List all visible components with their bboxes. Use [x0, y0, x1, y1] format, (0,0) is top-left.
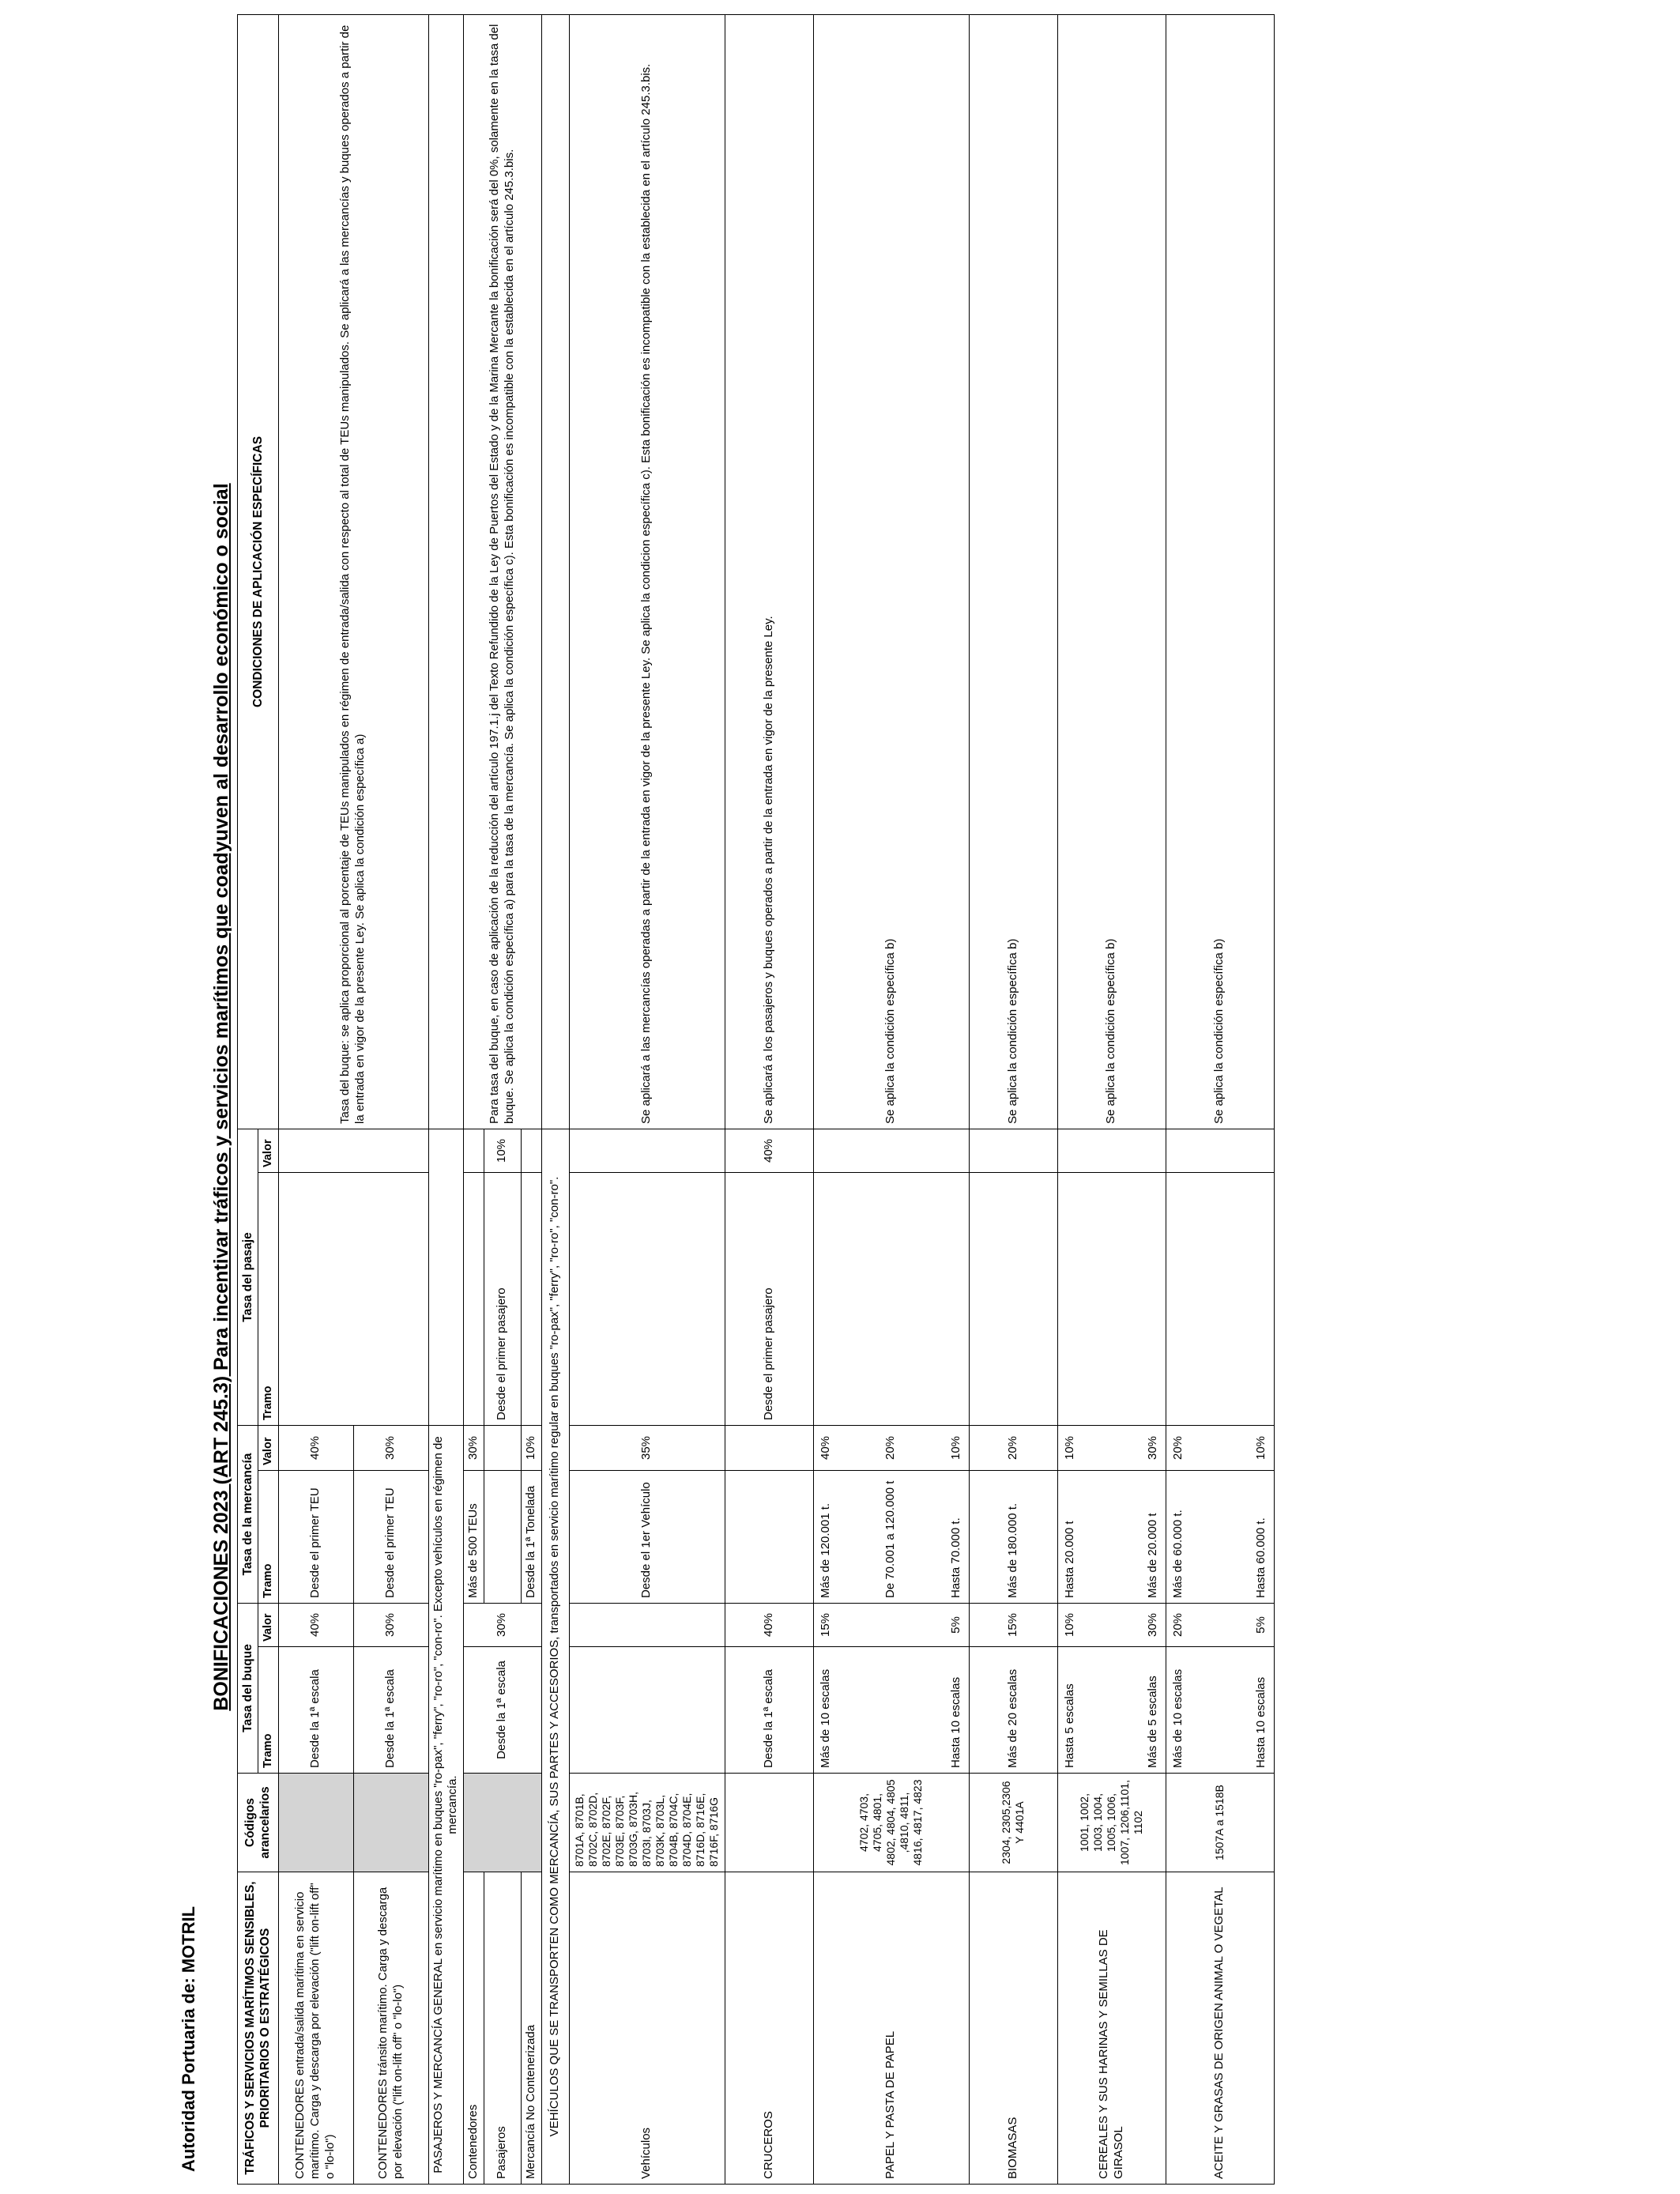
pass-tramo-cell — [278, 1173, 428, 1426]
header-ship-valor: Valor — [258, 1604, 278, 1647]
conditions-cell: Se aplica la condición específica b) — [1166, 14, 1274, 1129]
ship-valor-2: 5% — [1253, 1616, 1268, 1634]
traffic-cell: CONTENEDORES entrada/salida marítima en servicio marítimo. Carga y descarga por elevación ("lift on-lift off" o "lo-lo") — [278, 1872, 353, 2185]
section-vehicles-conditions — [541, 14, 569, 1129]
pass-valor-cell — [521, 1129, 541, 1172]
ship-valor-cell: 30% — [353, 1604, 428, 1647]
goods-valor-cell — [725, 1426, 813, 1471]
header-pass-valor: Valor — [258, 1129, 278, 1172]
traffic-cell: Mercancía No Contenerizada — [521, 1872, 541, 2185]
goods-valor-cell: 30% — [464, 1426, 484, 1471]
header-goods-tramo: Tramo — [258, 1471, 278, 1604]
traffic-cell: PAPEL Y PASTA DE PAPEL — [813, 1872, 969, 2185]
header-ship-rate: Tasa del buque — [238, 1604, 258, 1774]
goods-valor-cell: 35% — [569, 1426, 725, 1471]
codes-cell: 8701A, 8701B, 8702C, 8702D, 8702E, 8702F, 8703E, 8703F, 8703G, 8703H, 8703I, 8703J, 8703K, 8703L, 8704B, 8704C, 8704D, 8704E, 8716D, 8716E, 8716F, 8716G — [569, 1774, 725, 1872]
pass-tramo-cell: Desde el primer pasajero — [725, 1173, 813, 1426]
ship-valor-cell: 40% — [725, 1604, 813, 1647]
traffic-cell: Vehículos — [569, 1872, 725, 2185]
codes-cell: 4702, 4703, 4705, 4801, 4802, 4804, 4805 ,4810, 4811, 4816, 4817, 4823 — [813, 1774, 969, 1872]
section-row — [541, 14, 569, 2184]
ship-valor-1: 20% — [1170, 1612, 1185, 1638]
table-row — [1057, 14, 1166, 2184]
codes-cell: 2304, 2305,2306 Y 4401A — [969, 1774, 1057, 1872]
section-ropax-pass — [428, 1129, 464, 1425]
goods-tramo-cell: Más de 500 TEUs — [464, 1471, 484, 1604]
goods-valor-2: 20% — [883, 1435, 898, 1461]
codes-cell: 1001, 1002, 1003, 1004, 1005, 1006, 1007, 1206,1101, 1102 — [1057, 1774, 1166, 1872]
conditions-cell: Se aplica la condición específica b) — [1057, 14, 1166, 1129]
header-row-1 — [238, 14, 258, 2184]
ship-valor-cell — [569, 1604, 725, 1647]
bonus-table — [237, 14, 1275, 2185]
header-pass-tramo: Tramo — [258, 1173, 278, 1426]
ship-tramo-cell: Desde la 1ª escala — [725, 1647, 813, 1774]
codes-cell — [725, 1774, 813, 1872]
conditions-cell: Para tasa del buque, en caso de aplicación de la reducción del artículo 197.1.j del Texto Refundido de la Ley de Puertos del Estado y de la Marina Mercante la bonificación será del 0%, solamente en la tasa del buque. Se aplica la condición específica a) para la tasa de la mercancía. Se aplica la condición específica c). Esta bonificación es incompatible con la establecida en el artículo 245.3.bis. — [464, 14, 542, 1129]
ship-tramo-2: Hasta 10 escalas — [1253, 1676, 1268, 1768]
section-ropax-label: PASAJEROS Y MERCANCÍA GENERAL en servicio marítimo en buques "ro-pax", "ferry", "ro-ro", "con-ro". Excepto vehículos en régimen de mercancía. — [428, 1426, 464, 2185]
goods-tramo-2: Más de 20.000 t — [1145, 1513, 1159, 1598]
ship-tramo-cell: Desde la 1ª escala — [353, 1647, 428, 1774]
table-row — [969, 14, 1057, 2184]
ship-valor-2: 5% — [948, 1616, 962, 1634]
table-row — [813, 14, 969, 2184]
goods-tramo-cell: Más de 180.000 t. — [969, 1471, 1057, 1604]
ship-tramo-2: Más de 5 escalas — [1145, 1676, 1159, 1768]
goods-tramo-1: Más de 120.001 t. — [818, 1502, 832, 1598]
pass-tramo-cell — [813, 1173, 969, 1426]
conditions-cell: Tasa del buque: se aplica proporcional al porcentaje de TEUs manipulados en régimen de entrada/salida con respecto al total de TEUs manipulados. Se aplicará a las mercancías y buques operados a partir de la entrada en vigor de la presente Ley. Se aplica la condición específica a) — [278, 14, 428, 1129]
ship-valor-1: 10% — [1062, 1612, 1076, 1638]
ship-tramo-1: Más de 10 escalas — [1170, 1668, 1185, 1768]
pass-tramo-cell: Desde el primer pasajero — [484, 1173, 521, 1426]
goods-tramo-1: Más de 60.000 t. — [1170, 1510, 1185, 1598]
page-title: BONIFICACIONES 2023 (ART 245.3) Para incentivar tráficos y servicios marítimos que coadyuven al desarrollo económico o social — [210, 483, 232, 1711]
ship-tramo-cell: Más de 20 escalas — [969, 1647, 1057, 1774]
goods-valor-1: 20% — [1170, 1435, 1185, 1461]
goods-tramo-cell — [484, 1471, 521, 1604]
header-traffic: TRÁFICOS Y SERVICIOS MARÍTIMOS SENSIBLES, PRIORITARIOS O ESTRATÉGICOS — [238, 1872, 279, 2185]
ship-tramo-cell: Desde la 1ª escala — [278, 1647, 353, 1774]
goods-valor-1: 10% — [1062, 1435, 1076, 1461]
pass-valor-cell — [813, 1129, 969, 1172]
conditions-cell: Se aplica la condición específica b) — [969, 14, 1057, 1129]
ship-tramo-1: Hasta 5 escalas — [1062, 1683, 1076, 1768]
goods-tramo-cell: Desde el primer TEU — [278, 1471, 353, 1604]
goods-tramo-2: Hasta 60.000 t. — [1253, 1517, 1268, 1598]
section-row — [428, 14, 464, 2184]
table-row — [569, 14, 725, 2184]
pass-valor-cell — [569, 1129, 725, 1172]
traffic-cell: Contenedores — [464, 1872, 484, 2185]
traffic-cell: CONTENEDORES tránsito marítimo. Carga y descarga por elevación ("lift on-lift off" o "lo-lo") — [353, 1872, 428, 2185]
codes-cell — [353, 1774, 428, 1872]
ship-valor-cell: 15% — [969, 1604, 1057, 1647]
pass-valor-cell — [969, 1129, 1057, 1172]
pass-tramo-cell — [521, 1173, 541, 1426]
ship-tramo-2: Hasta 10 escalas — [948, 1676, 962, 1768]
goods-tramo-cell: Desde la 1ª Tonelada — [521, 1471, 541, 1604]
goods-valor-3: 10% — [948, 1435, 962, 1461]
header-goods-rate: Tasa de la mercancía — [238, 1426, 258, 1604]
traffic-cell: Pasajeros — [484, 1872, 521, 2185]
goods-tramo-2: De 70.001 a 120.000 t — [883, 1480, 898, 1598]
traffic-cell: CRUCEROS — [725, 1872, 813, 2185]
pass-valor-cell — [1057, 1129, 1166, 1172]
pass-valor-cell: 40% — [725, 1129, 813, 1172]
goods-tramo-cell: Desde el 1er Vehículo — [569, 1471, 725, 1604]
goods-valor-cell: 30% — [353, 1426, 428, 1471]
header-conditions: CONDICIONES DE APLICACIÓN ESPECÍFICAS — [238, 14, 279, 1129]
traffic-cell: CEREALES Y SUS HARINAS Y SEMILLAS DE GIRASOL — [1057, 1872, 1166, 2185]
conditions-cell: Se aplicará a los pasajeros y buques operados a partir de la entrada en vigor de la presente Ley. — [725, 14, 813, 1129]
table-row — [725, 14, 813, 2184]
section-ropax-conditions — [428, 14, 464, 1129]
goods-valor-cell — [484, 1426, 521, 1471]
pass-valor-cell — [1166, 1129, 1274, 1172]
ship-tramo-1: Más de 10 escalas — [818, 1668, 832, 1768]
goods-valor-2: 10% — [1253, 1435, 1268, 1461]
header-codes: Códigos arancelarios — [238, 1774, 279, 1872]
codes-cell — [278, 1774, 353, 1872]
table-row — [278, 14, 353, 2184]
section-vehicles-label: VEHÍCULOS QUE SE TRANSPORTEN COMO MERCANCÍA, SUS PARTES Y ACCESORIOS, transportados en servicio marítimo regular en buques "ro-pax", "ferry", "ro-ro", "con-ro". — [541, 1129, 569, 2184]
traffic-cell: ACEITE Y GRASAS DE ORIGEN ANIMAL O VEGETAL — [1166, 1872, 1274, 2185]
codes-cell — [464, 1774, 542, 1872]
goods-valor-1: 40% — [818, 1435, 832, 1461]
ship-valor-cell: 30% — [464, 1604, 542, 1647]
pass-tramo-cell — [969, 1173, 1057, 1426]
pass-tramo-cell — [1166, 1173, 1274, 1426]
pass-valor-cell: 10% — [484, 1129, 521, 1172]
table-row — [1166, 14, 1274, 2184]
goods-tramo-3: Hasta 70.000 t. — [948, 1517, 962, 1598]
goods-tramo-cell — [725, 1471, 813, 1604]
goods-valor-cell: 20% — [969, 1426, 1057, 1471]
goods-valor-cell: 40% — [278, 1426, 353, 1471]
pass-tramo-cell — [1057, 1173, 1166, 1426]
pass-tramo-cell — [464, 1173, 484, 1426]
table-row — [464, 14, 484, 2184]
conditions-cell: Se aplicará a las mercancías operadas a partir de la entrada en vigor de la presente Ley. Se aplica la condicion específica c). Esta bonificación es incompatible con la establecida en el artículo 245.3.bis. — [569, 14, 725, 1129]
header-ship-tramo: Tramo — [258, 1647, 278, 1774]
ship-tramo-cell: Desde la 1ª escala — [464, 1647, 542, 1774]
goods-tramo-1: Hasta 20.000 t — [1062, 1521, 1076, 1598]
traffic-cell: BIOMASAS — [969, 1872, 1057, 2185]
ship-valor-2: 30% — [1145, 1612, 1159, 1638]
pass-valor-cell — [464, 1129, 484, 1172]
ship-valor-cell: 40% — [278, 1604, 353, 1647]
header-passenger-rate: Tasa del pasaje — [238, 1129, 258, 1425]
goods-valor-cell: 10% — [521, 1426, 541, 1471]
ship-valor-1: 15% — [818, 1612, 832, 1638]
goods-tramo-cell: Desde el primer TEU — [353, 1471, 428, 1604]
codes-cell: 1507A a 1518B — [1166, 1774, 1274, 1872]
pass-tramo-cell — [569, 1173, 725, 1426]
ship-tramo-cell — [569, 1647, 725, 1774]
pass-valor-cell — [278, 1129, 428, 1172]
header-goods-valor: Valor — [258, 1426, 278, 1471]
goods-valor-2: 30% — [1145, 1435, 1159, 1461]
conditions-cell: Se aplica la condición específica b) — [813, 14, 969, 1129]
port-authority: Autoridad Portuaria de: MOTRIL — [179, 1906, 198, 2172]
